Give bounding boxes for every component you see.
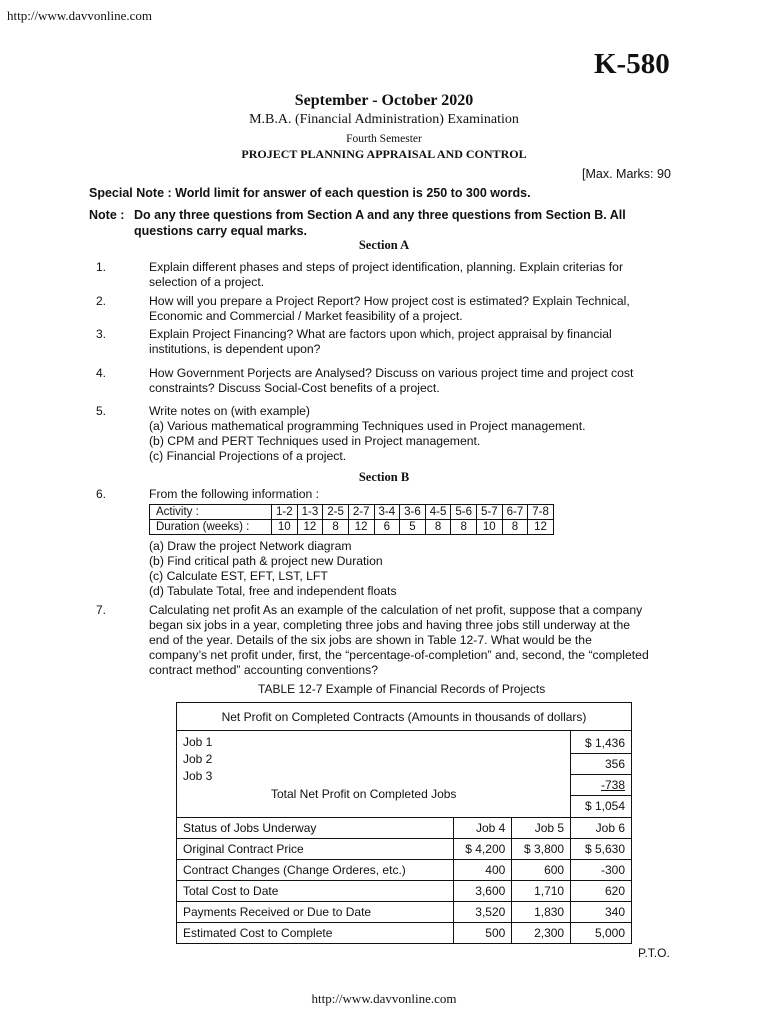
column-header: Status of Jobs Underway [177, 818, 454, 839]
exam-title: M.B.A. (Financial Administration) Examination [249, 112, 519, 127]
cell: 600 [512, 860, 571, 881]
duration-cell: 8 [502, 520, 528, 535]
question-number: 1. [96, 260, 107, 274]
question-number: 6. [96, 487, 107, 501]
row-label: Payments Received or Due to Date [177, 902, 454, 923]
paper-code: K-580 [594, 48, 670, 80]
pto-label: P.T.O. [638, 946, 670, 960]
question-number: 5. [96, 404, 107, 418]
task-item: (a) Draw the project Network diagram [149, 539, 352, 553]
cell: 5,000 [571, 923, 632, 944]
question-number: 4. [96, 366, 107, 380]
column-header: Job 4 [453, 818, 512, 839]
activity-cell: 6-7 [502, 505, 528, 520]
activity-duration-table [149, 504, 554, 535]
table-row [177, 902, 632, 923]
duration-cell: 12 [348, 520, 374, 535]
total-net-profit-label: Total Net Profit on Completed Jobs [271, 787, 457, 801]
special-note: Special Note : World limit for answer of each question is 250 to 300 words. [89, 186, 531, 200]
duration-label: Duration (weeks) : [150, 520, 272, 535]
job-label: Job 2 [183, 752, 213, 766]
note-text-line-1: Do any three questions from Section A and any three questions from Section B. All [134, 208, 626, 222]
cell: 1,710 [512, 881, 571, 902]
footer-url[interactable]: http://www.davvonline.com [311, 991, 457, 1006]
question-number: 3. [96, 327, 107, 341]
exam-session: September - October 2020 [294, 92, 474, 109]
financial-records-table [176, 702, 632, 944]
duration-cell: 8 [323, 520, 349, 535]
activity-cell: 5-7 [477, 505, 503, 520]
table-row [177, 923, 632, 944]
duration-cell: 10 [272, 520, 298, 535]
job-label: Job 1 [183, 735, 213, 749]
task-item: (b) Find critical path & project new Duration [149, 554, 383, 568]
cell: $ 3,800 [512, 839, 571, 860]
table-title: Net Profit on Completed Contracts (Amounts in thousands of dollars) [177, 703, 632, 731]
row-label: Original Contract Price [177, 839, 454, 860]
cell: 3,600 [453, 881, 512, 902]
job-value: 356 [571, 753, 631, 774]
activity-cell: 5-6 [451, 505, 477, 520]
row-label: Estimated Cost to Complete [177, 923, 454, 944]
duration-cell: 5 [400, 520, 426, 535]
section-a-heading: Section A [358, 238, 410, 252]
job-values-cell [571, 731, 632, 818]
task-item: (d) Tabulate Total, free and independent floats [149, 584, 397, 598]
cell: 2,300 [512, 923, 571, 944]
total-net-profit-value: $ 1,054 [584, 798, 625, 813]
section-b-heading: Section B [358, 470, 410, 484]
note-label: Note : [89, 208, 125, 222]
cell: 620 [571, 881, 632, 902]
activity-cell: 7-8 [528, 505, 554, 520]
cell: 500 [453, 923, 512, 944]
subject-title: PROJECT PLANNING APPRAISAL AND CONTROL [241, 147, 527, 161]
completed-jobs-cell [177, 731, 571, 818]
activity-cell: 4-5 [425, 505, 451, 520]
duration-cell: 10 [477, 520, 503, 535]
cell: 1,830 [512, 902, 571, 923]
activity-cell: 1-2 [272, 505, 298, 520]
cell: $ 4,200 [453, 839, 512, 860]
activity-cell: 3-6 [400, 505, 426, 520]
cell: 340 [571, 902, 632, 923]
activity-label: Activity : [150, 505, 272, 520]
table-row [177, 860, 632, 881]
table-caption: TABLE 12-7 Example of Financial Records of Projects [258, 682, 546, 696]
duration-cell: 6 [374, 520, 400, 535]
duration-cell: 8 [425, 520, 451, 535]
duration-row [150, 520, 554, 535]
table-row [177, 881, 632, 902]
job-label: Job 3 [183, 769, 213, 783]
activity-cell: 2-5 [323, 505, 349, 520]
max-marks: [Max. Marks: 90 [582, 167, 671, 181]
question-number: 7. [96, 603, 107, 617]
question-number: 2. [96, 294, 107, 308]
duration-cell: 8 [451, 520, 477, 535]
semester: Fourth Semester [346, 133, 422, 145]
table-header-row [177, 818, 632, 839]
activity-cell: 2-7 [348, 505, 374, 520]
activity-row [150, 505, 554, 520]
cell: 3,520 [453, 902, 512, 923]
cell: $ 5,630 [571, 839, 632, 860]
table-row [177, 839, 632, 860]
activity-cell: 1-3 [297, 505, 323, 520]
header-url[interactable]: http://www.davvonline.com [7, 8, 153, 23]
job-value: $ 1,436 [571, 733, 631, 754]
row-label: Total Cost to Date [177, 881, 454, 902]
cell: -300 [571, 860, 632, 881]
duration-cell: 12 [528, 520, 554, 535]
column-header: Job 5 [512, 818, 571, 839]
activity-cell: 3-4 [374, 505, 400, 520]
duration-cell: 12 [297, 520, 323, 535]
cell: 400 [453, 860, 512, 881]
question-6-tasks [149, 539, 397, 599]
row-label: Contract Changes (Change Orderes, etc.) [177, 860, 454, 881]
task-item: (c) Calculate EST, EFT, LST, LFT [149, 569, 328, 583]
column-header: Job 6 [571, 818, 632, 839]
job-value: -738 [571, 774, 631, 795]
note-text-line-2: questions carry equal marks. [134, 224, 307, 238]
